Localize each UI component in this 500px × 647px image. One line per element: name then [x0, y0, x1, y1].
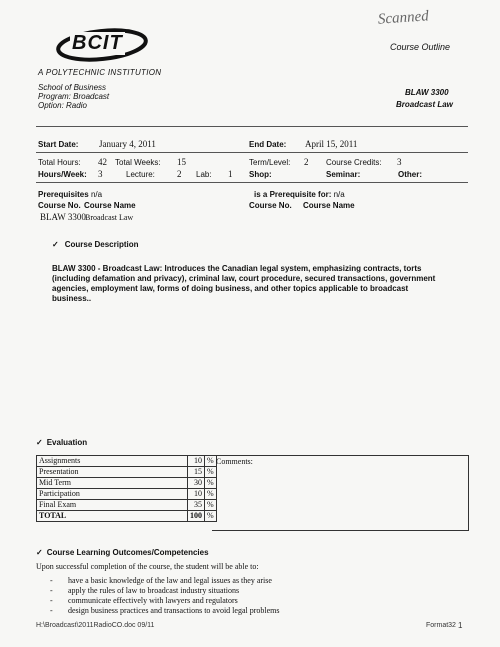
list-item — [50, 576, 280, 586]
eval-item-value: 35 — [188, 500, 205, 511]
eval-item-value: 10 — [188, 456, 205, 467]
prereq-value: n/a — [90, 190, 103, 199]
term-value: 2 — [304, 157, 309, 167]
list-item — [50, 596, 280, 606]
description-heading-text: Course Description — [64, 240, 139, 249]
prereq-row-name: Broadcast Law — [85, 213, 134, 222]
lab-value: 1 — [228, 169, 233, 179]
credits-label: Course Credits: — [326, 158, 382, 167]
dash-bullet-icon: - — [50, 586, 53, 595]
outcome-text: design business practices and transactions to avoid legal problems — [68, 606, 280, 615]
logo-text: BCIT — [72, 32, 123, 54]
lab-label: Lab: — [196, 170, 212, 179]
is-prereq-value: n/a — [333, 190, 345, 199]
eval-item-name: Assignments — [37, 456, 188, 467]
eval-item-name: Final Exam — [37, 500, 188, 511]
comments-label: Comments: — [216, 457, 253, 466]
end-date-value: April 15, 2011 — [305, 139, 358, 149]
doc-type: Course Outline — [390, 42, 451, 52]
total-hours-value: 42 — [98, 157, 107, 167]
prereq-label-line — [38, 190, 102, 199]
checkmark-bullet-icon: ✓ — [52, 240, 59, 249]
lecture-label: Lecture: — [126, 170, 155, 179]
description-line: BLAW 3300 - Broadcast Law: Introduces the Canadian legal system, emphasizing contracts, torts — [52, 264, 422, 273]
description-line: business.. — [52, 294, 92, 303]
evaluation-table — [36, 455, 217, 522]
outcomes-intro: Upon successful completion of the course, the student will be able to: — [36, 562, 259, 571]
evaluation-heading-text: Evaluation — [46, 438, 88, 447]
is-prereq-label: is a Prerequisite for: — [254, 190, 332, 199]
hours-week-value: 3 — [98, 169, 103, 179]
eval-item-name: Mid Term — [37, 478, 188, 489]
table-row — [37, 500, 217, 511]
outcome-text: have a basic knowledge of the law and legal issues as they arise — [68, 576, 272, 585]
outcome-text: communicate effectively with lawyers and regulators — [68, 596, 238, 605]
eval-total-unit: % — [205, 511, 217, 522]
description-body — [52, 264, 470, 304]
eval-item-unit: % — [205, 489, 217, 500]
prereq-label: Prerequisites — [38, 190, 89, 199]
tagline: A POLYTECHNIC INSTITUTION — [38, 68, 162, 77]
is-prereq-col-name: Course Name — [303, 201, 355, 210]
prereq-col-name: Course Name — [84, 201, 136, 210]
prereq-row-no: BLAW 3300 — [40, 212, 86, 222]
eval-item-value: 10 — [188, 489, 205, 500]
eval-item-value: 15 — [188, 467, 205, 478]
table-row — [37, 478, 217, 489]
course-title: Broadcast Law — [396, 100, 453, 109]
is-prereq-col-no: Course No. — [249, 201, 292, 210]
dash-bullet-icon: - — [50, 576, 53, 585]
table-row — [37, 467, 217, 478]
end-date-label: End Date: — [249, 140, 287, 149]
program: Program: Broadcast — [38, 92, 110, 101]
total-weeks-label: Total Weeks: — [115, 158, 161, 167]
term-label: Term/Level: — [249, 158, 291, 167]
outcome-text: apply the rules of law to broadcast industry situations — [68, 586, 240, 595]
lecture-value: 2 — [177, 169, 182, 179]
eval-item-unit: % — [205, 478, 217, 489]
evaluation-heading — [36, 438, 87, 447]
seminar-label: Seminar: — [326, 170, 361, 179]
description-line: (including defamation and privacy), criminal law, court procedure, secured transactions, government — [52, 274, 436, 283]
eval-item-name: Presentation — [37, 467, 188, 478]
eval-total-name: TOTAL — [37, 511, 188, 522]
eval-item-name: Participation — [37, 489, 188, 500]
bcit-logo — [54, 26, 154, 67]
start-date-label: Start Date: — [38, 140, 79, 149]
comments-box — [212, 455, 469, 531]
option: Option: Radio — [38, 101, 87, 110]
total-hours-label: Total Hours: — [38, 158, 81, 167]
course-code: BLAW 3300 — [405, 88, 449, 97]
list-item — [50, 606, 280, 616]
is-prereq-line — [254, 190, 345, 199]
shop-label: Shop: — [249, 170, 272, 179]
eval-total-value: 100 — [188, 511, 205, 522]
start-date-value: January 4, 2011 — [99, 139, 156, 149]
school: School of Business — [38, 83, 107, 92]
scanned-note: Scanned — [377, 8, 430, 28]
table-row — [37, 489, 217, 500]
eval-item-unit: % — [205, 500, 217, 511]
credits-value: 3 — [397, 157, 402, 167]
footer-form: Format32 — [426, 622, 456, 629]
outcomes-list — [50, 576, 280, 616]
other-label: Other: — [398, 170, 422, 179]
hours-week-label: Hours/Week: — [38, 170, 87, 179]
page-number: 1 — [458, 621, 463, 630]
total-weeks-value: 15 — [177, 157, 186, 167]
dash-bullet-icon: - — [50, 606, 53, 615]
eval-item-value: 30 — [188, 478, 205, 489]
description-heading — [52, 240, 139, 249]
outcomes-heading-text: Course Learning Outcomes/Competencies — [46, 548, 209, 557]
eval-item-unit: % — [205, 467, 217, 478]
eval-item-unit: % — [205, 456, 217, 467]
outcomes-heading — [36, 548, 209, 557]
prereq-col-no: Course No. — [38, 201, 81, 210]
dash-bullet-icon: - — [50, 596, 53, 605]
list-item — [50, 586, 280, 596]
description-line: agencies, employment law, forms of doing business, and other topics applicable to broadcast — [52, 284, 409, 293]
checkmark-bullet-icon: ✓ — [36, 548, 43, 557]
checkmark-bullet-icon: ✓ — [36, 438, 43, 447]
footer-path: H:\Broadcast\2011RadioCO.doc 09/11 — [36, 622, 155, 629]
table-row — [37, 456, 217, 467]
table-row-total — [37, 511, 217, 522]
